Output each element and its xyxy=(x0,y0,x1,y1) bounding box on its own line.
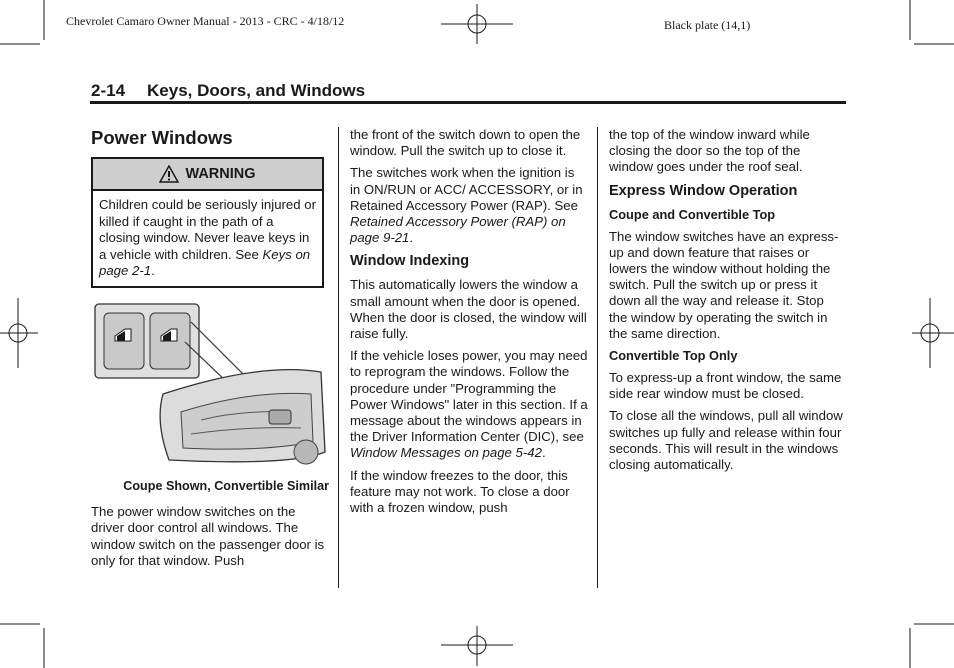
paragraph: the front of the switch down to open the window. Pull the switch up to close it. xyxy=(350,127,581,159)
section-title: Keys, Doors, and Windows xyxy=(147,81,366,100)
print-header-right: Black plate (14,1) xyxy=(664,18,751,32)
section-rule xyxy=(90,101,846,104)
subheading-window-indexing: Window Indexing xyxy=(350,253,470,270)
paragraph: This automatically lowers the window a small amount when the door is opened. When the door is closed, the window will raise fully. xyxy=(350,277,587,342)
column-2 xyxy=(350,127,588,522)
warning-icon xyxy=(159,165,179,183)
column-3 xyxy=(609,127,845,479)
warning-label: WARNING xyxy=(185,165,256,182)
warning-box xyxy=(91,157,324,288)
figure-caption: Coupe Shown, Convertible Similar xyxy=(123,478,329,493)
warning-end: . xyxy=(151,263,155,279)
column-1 xyxy=(91,127,329,575)
rap-ref-link[interactable]: Retained Accessory Power (RAP) on page 9-21 xyxy=(350,214,566,246)
warning-ref-link[interactable]: Keys on page 2-1 xyxy=(99,246,311,279)
warning-text xyxy=(93,191,322,286)
paragraph xyxy=(350,165,588,246)
column-divider-2 xyxy=(597,127,598,588)
paragraph-end: . xyxy=(409,230,414,246)
paragraph-text: The switches work when the ignition is in ON/RUN or ACC/ ACCESSORY, or in Retained Accessory Power (RAP). See xyxy=(350,165,583,213)
column-divider-1 xyxy=(338,127,339,588)
print-header-left: Chevrolet Camaro Owner Manual - 2013 - CRC - 4/18/12 xyxy=(66,14,345,28)
window-messages-ref-link[interactable]: Window Messages on page 5-42 xyxy=(350,445,542,461)
section-number: 2-14 xyxy=(91,81,126,100)
subheading-convertible-only: Convertible Top Only xyxy=(609,348,738,364)
paragraph: If the window freezes to the door, this feature may not work. To close a door with a frozen window, push xyxy=(350,467,570,516)
door-switch-illustration xyxy=(91,302,327,472)
paragraph: the top of the window inward while closing the door so the top of the window goes under the roof seal. xyxy=(609,127,810,175)
paragraph xyxy=(350,348,588,461)
subheading-coupe-convertible: Coupe and Convertible Top xyxy=(609,206,776,222)
paragraph: To express-up a front window, the same side rear window must be closed. xyxy=(609,370,842,402)
paragraph-text: If the vehicle loses power, you may need to reprogram the windows. Follow the procedure under "Programming the Power Windows" later in this section. If a message about the windows appears in the Driver Information Center (DIC), see xyxy=(350,348,588,445)
warning-body: Children could be seriously injured or killed if caught in the path of a closing window. Never leave keys in a vehicle with children. See xyxy=(99,197,316,262)
section-heading xyxy=(91,81,387,101)
paragraph: The window switches have an express-up and down feature that raises or lowers the window without holding the switch. Pull the switch up or press it down all the way and release it. Stop the window by operating the switch in the same direction. xyxy=(609,228,839,341)
paragraph-end: . xyxy=(541,445,546,461)
warning-header xyxy=(93,159,322,191)
intro-paragraph: The power window switches on the driver door control all windows. The window switch on the passenger door is only for that window. Push xyxy=(91,504,325,568)
paragraph: To close all the windows, pull all window switches up fully and release within four seconds. This will result in the windows closing automatically. xyxy=(609,408,843,473)
subheading-express-window: Express Window Operation xyxy=(609,182,798,199)
page-title: Power Windows xyxy=(91,127,233,148)
